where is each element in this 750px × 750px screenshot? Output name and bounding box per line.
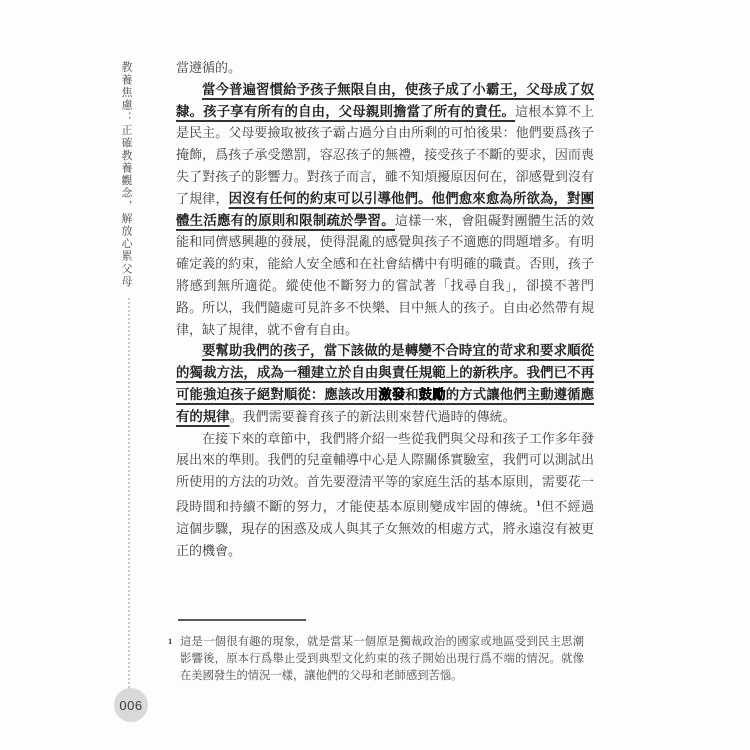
emphasized-text-segment: 鼓勵 [418,386,446,402]
vertical-dotted-rule [128,298,130,688]
book-spine-title: 教養焦慮：正確教養觀念，解放心累父母 [120,61,132,288]
text-segment: 。我們需要養育孩子的新法則來替代過時的傳統。 [229,408,516,424]
emphasized-text-segment: 激發 [378,386,406,402]
text-segment: 這樣一來，會阻礙對團體生活的效能和同儕感興趣的發展，使得混亂的感覺與孩子不適應的問題增多。有明確定義的約束，能給人安全感和在社會結構中有明確的職責。否則，孩子將感到無所適從。縱使他不斷努力的嘗試著「找尋自我」，卻摸不著門路。所以，我們隨處可見許多不快樂、目中無人的孩子。自由必然帶有規律，缺了規律，就不會有自由。 [176,212,594,337]
paragraph [176,79,594,341]
footnote-text: 這是一個很有趣的現象，就是當某一個原是獨裁政治的國家或地區受到民主思潮影響後，原本行爲舉止受到典型文化約束的孩子開始出現行爲不端的情況。就像在美國發生的情況一樣，讓他們的父母和老師感到苦惱。 [180,636,584,683]
text-segment: 但不經過這個步驟，現存的困惑及成人與其子女無效的相處方式，將永遠沒有被更正的機會。 [176,498,594,558]
emphasized-text-segment: 要幫助我們的孩子，當下該做的是轉變不合時宜的苛求和要求順從的獨裁方法，成為一種建立於自由與責任規範上的新秩序。我們已不再可能強迫孩子絕對順從：應該改用 [176,343,594,402]
emphasized-text-segment: 的方式讓他們主動遵循應有的規律 [176,386,595,424]
text-segment: 在接下來的章節中，我們將介紹一些從我們與父母和孩子工作多年發展出來的準則。我們的兒童輔導中心是人際關係實驗室，我們可以測試出所使用的方法的功效。首先要澄清平等的家庭生活的基本原則，需要花一段時間和持續不斷的努力，才能使基本原則變成牢固的傳統。 [176,430,594,514]
footnote-reference: 1 [536,497,541,508]
emphasized-text-segment: 當今普遍習慣給予孩子無限自由，使孩子成了小霸王，父母成了奴隸。孩子享有所有的自由，父母親則擔當了所有的責任。 [176,81,594,119]
paragraph [176,428,594,562]
paragraph [176,57,594,79]
main-text-column [176,57,594,561]
emphasized-text-segment: 和 [405,386,419,402]
footnote-divider [178,619,306,621]
emphasized-text-segment: 因沒有任何的約束可以引導他們。他們愈來愈為所欲為，對團體生活應有的原則和限制疏於學習。 [176,190,594,228]
body-paragraphs [176,57,594,561]
page-number: 006 [119,697,143,713]
text-segment: 當遵循的。 [176,60,242,75]
text-segment: 這根本算不上是民主。父母要撿取被孩子霸占過分自由所剩的可怕後果：他們要爲孩子掩飾，爲孩子承受懲罰，容忍孩子的無禮，接受孩子不斷的要求，因而喪失了對孩子的影響力。對孩子而言，雖不知煩擾原因何在，卻感覺到沒有了規律， [176,103,594,206]
paragraph [176,340,594,427]
footnote-marker: 1 [168,636,173,646]
page-number-badge [114,688,148,722]
footnote [166,634,584,686]
